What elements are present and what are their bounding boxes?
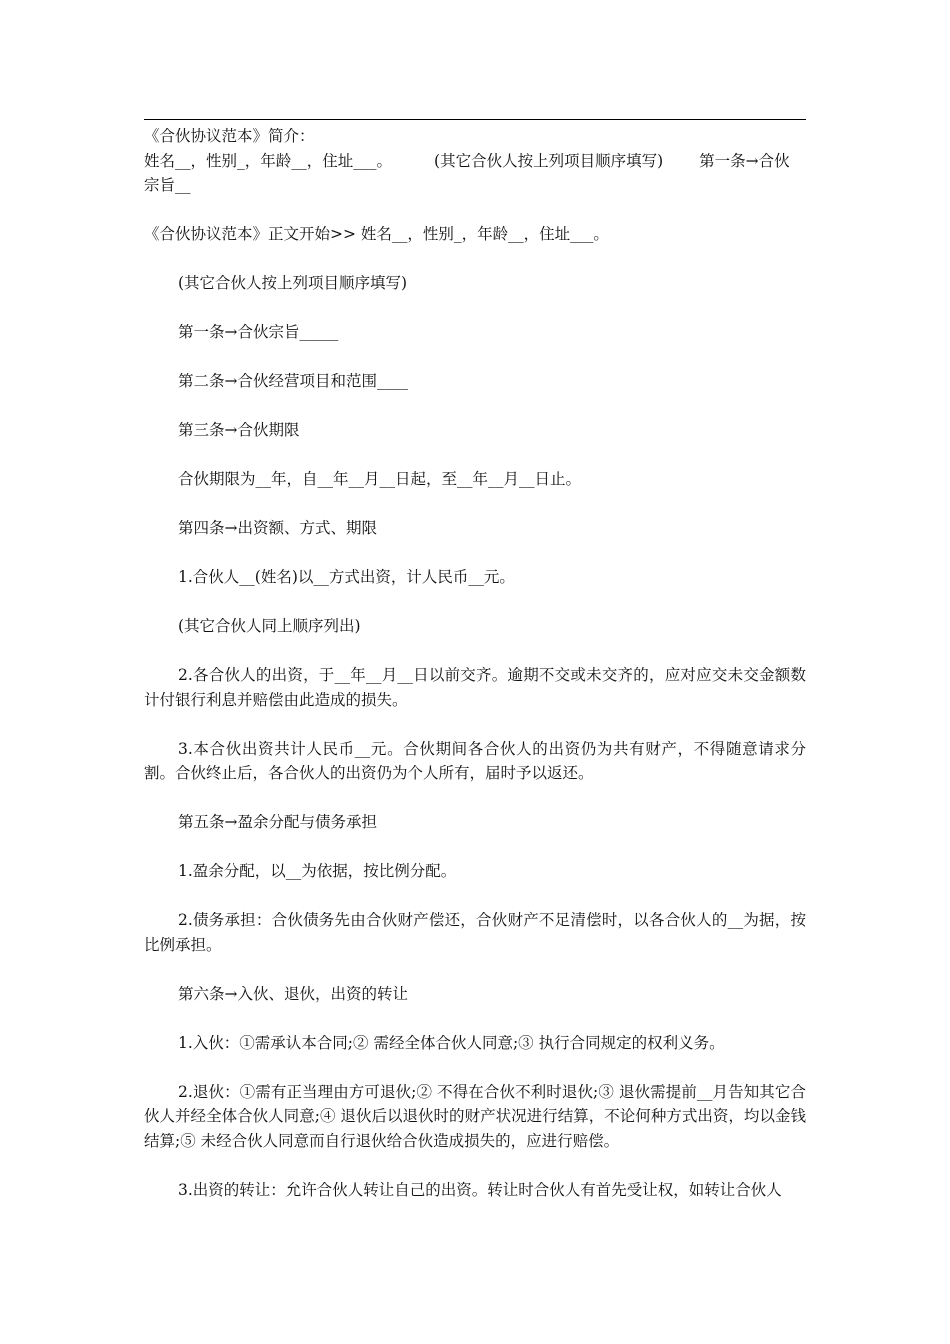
paragraph: (其它合伙人按上列项目顺序填写)	[178, 274, 408, 292]
paragraph: 1.入伙：①需承认本合同;② 需经全体合伙人同意;③ 执行合同规定的权利义务。	[178, 1033, 725, 1052]
intro-line2-c: 第一条→合伙	[699, 151, 790, 170]
paragraph: 2.退伙：①需有正当理由方可退伙;② 不得在合伙不利时退伙;③ 退伙需提前__月告知其它合伙人并经全体合伙人同意;④ 退伙后以退伙时的财产状况进行结算，不论何种方式出资，均以金钱结算;⑤ 未经合伙人同意而自行退伙给合伙造成损失的，应进行赔偿。	[144, 1082, 806, 1150]
document-body	[144, 124, 806, 1202]
paragraph: 合伙期限为__年，自__年__月__日起，至__年__月__日止。	[178, 470, 582, 488]
start-line: 《合伙协议范本》正文开始>> 姓名__，性别_，年龄__，住址___。	[144, 225, 609, 243]
article-heading: 第六条→入伙、退伙，出资的转让	[178, 984, 408, 1003]
intro-block	[144, 124, 806, 198]
article-heading: 第二条→合伙经营项目和范围____	[178, 372, 408, 390]
paragraph: 2.债务承担：合伙债务先由合伙财产偿还，合伙财产不足清偿时，以各合伙人的__为据，按比例承担。	[144, 911, 806, 954]
paragraph: 2.各合伙人的出资，于__年__月__日以前交齐。逾期不交或未交齐的，应对应交未交金额数计付银行利息并赔偿由此造成的损失。	[144, 666, 806, 709]
article-heading: 第五条→盈余分配与债务承担	[178, 813, 377, 831]
intro-line2-b: (其它合伙人按上列项目顺序填写)	[434, 151, 664, 170]
paragraph: 3.本合伙出资共计人民币__元。合伙期间各合伙人的出资仍为共有财产，不得随意请求分割。合伙终止后，各合伙人的出资仍为个人所有，届时予以返还。	[144, 739, 806, 782]
paragraph: 3.出资的转让：允许合伙人转让自己的出资。转让时合伙人有首先受让权，如转让合伙人	[178, 1180, 782, 1199]
paragraph: 1.合伙人__(姓名)以__方式出资，计人民币__元。	[178, 568, 515, 586]
intro-line1: 《合伙协议范本》简介：	[144, 127, 315, 145]
header-rule	[144, 119, 806, 120]
article-heading: 第三条→合伙期限	[178, 421, 300, 439]
intro-line3: 宗旨__	[144, 176, 191, 194]
paragraph: 1.盈余分配，以__为依据，按比例分配。	[178, 862, 457, 880]
article-heading: 第一条→合伙宗旨_____	[178, 323, 339, 341]
paragraph: (其它合伙人同上顺序列出)	[178, 617, 361, 635]
article-heading: 第四条→出资额、方式、期限	[178, 519, 377, 537]
intro-line2-a: 姓名__，性别_，年龄__，住址___。	[144, 151, 393, 170]
